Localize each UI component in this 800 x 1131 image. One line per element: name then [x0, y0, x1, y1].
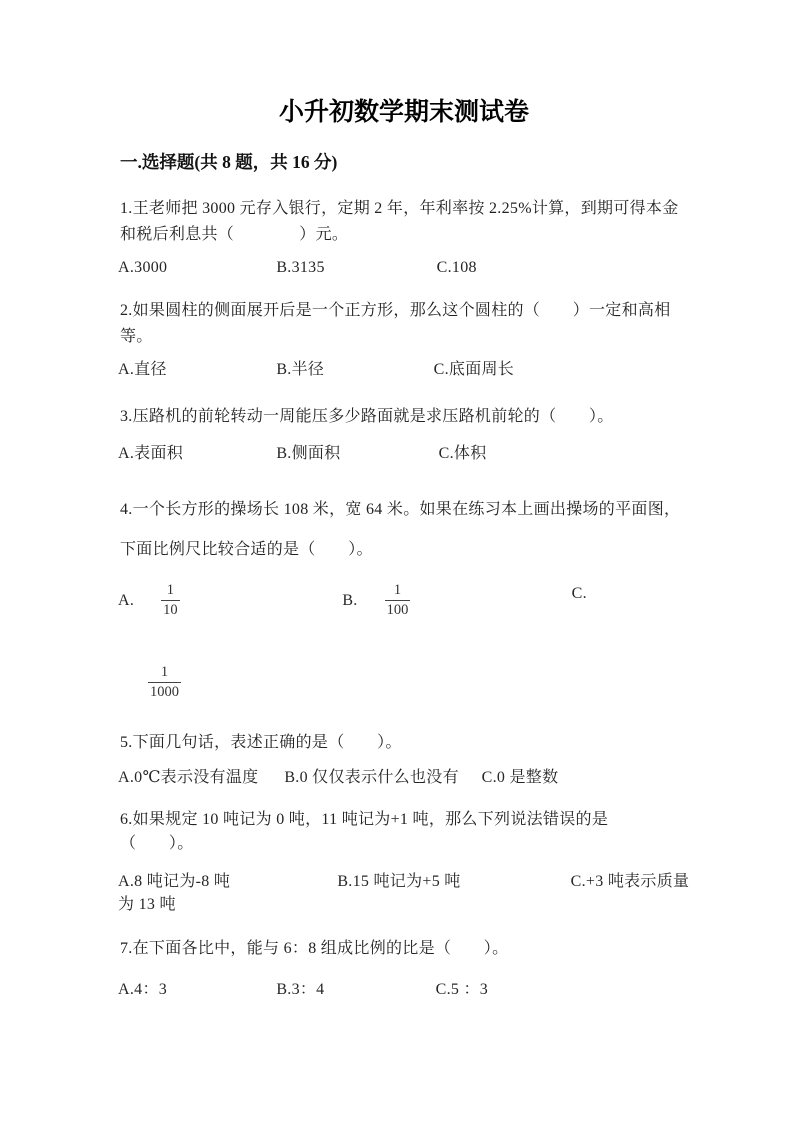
fraction-denominator: 100 [386, 602, 409, 619]
question-5 [118, 730, 690, 790]
option-a: A.直径 [118, 361, 167, 378]
option-a: A.表面积 [118, 445, 184, 462]
fraction-denominator: 1000 [150, 684, 179, 701]
question-7 [118, 936, 690, 1002]
option-c: C.+3 吨表示质量为 13 吨 [118, 872, 690, 913]
question-1-text [120, 196, 690, 248]
question-4-option-c-fraction-line [148, 664, 690, 704]
option-a: A.8 吨记为-8 吨 [118, 872, 231, 890]
fraction-denominator: 10 [163, 602, 178, 619]
option-label: C. [571, 585, 587, 602]
option-c: C.底面周长 [433, 361, 515, 378]
question-2-text [120, 298, 690, 350]
question-text-line: 2.如果圆柱的侧面展开后是一个正方形，那么这个圆柱的（ ）一定和高相 [120, 302, 671, 319]
question-text-line: 7.在下面各比中，能与 6：8 组成比例的比是（ ）。 [120, 939, 509, 957]
option-a [118, 582, 338, 620]
question-text-line: 6.如果规定 10 吨记为 0 吨，11 吨记为+1 吨，那么下列说法错误的是 [120, 810, 609, 828]
question-3 [118, 404, 690, 466]
page-title: 小升初数学期末测试卷 [278, 99, 529, 126]
option-b [342, 582, 567, 620]
option-b: B.侧面积 [276, 445, 341, 462]
fraction-numerator: 1 [385, 582, 411, 601]
option-b: B.半径 [276, 361, 325, 378]
fraction-one-hundredth [385, 582, 411, 620]
option-c [572, 582, 587, 606]
option-b: B.3135 [276, 259, 325, 276]
question-1 [118, 196, 690, 280]
question-text-line: 1.王老师把 3000 元存入银行，定期 2 年，年利率按 2.25%计算，到期可得本金 [120, 200, 679, 217]
question-6 [118, 808, 690, 916]
fraction-one-thousandth [148, 664, 181, 702]
question-2 [118, 298, 690, 382]
question-text-line: 5.下面几句话，表述正确的是（ ）。 [120, 733, 402, 751]
question-6-text [120, 808, 690, 856]
option-b: B.3：4 [276, 980, 325, 998]
question-3-options [118, 442, 690, 466]
question-text-line: 下面比例尺比较合适的是（ ）。 [120, 541, 373, 558]
option-a: A.3000 [118, 259, 168, 276]
option-b: B.15 吨记为+5 吨 [337, 872, 461, 890]
question-1-options [118, 256, 690, 280]
question-6-options [118, 870, 690, 916]
fraction-one-tenth [161, 582, 180, 620]
question-text-line: 4.一个长方形的操场长 108 米，宽 64 米。如果在练习本上画出操场的平面图， [120, 501, 681, 518]
question-7-text [120, 936, 690, 962]
question-text-line: 和税后利息共（ ）元。 [120, 226, 349, 243]
question-2-options [118, 358, 690, 382]
fraction-numerator: 1 [161, 582, 180, 601]
question-text-line: 3.压路机的前轮转动一周能压多少路面就是求压路机前轮的（ ）。 [120, 408, 614, 425]
option-c: C.体积 [438, 445, 487, 462]
question-4 [118, 490, 690, 704]
question-text-line: （ ）。 [120, 834, 194, 852]
question-5-options [118, 766, 690, 790]
option-a: A.4：3 [118, 980, 168, 998]
option-c: C.0 是整数 [481, 768, 559, 786]
question-4-text [120, 490, 690, 570]
question-text-line: 等。 [120, 328, 153, 345]
question-4-options [118, 582, 690, 620]
option-label: A. [118, 591, 135, 609]
option-a: A.0℃表示没有温度 [118, 768, 259, 786]
option-c: C.108 [436, 259, 477, 276]
question-7-options [118, 978, 690, 1002]
fraction-numerator: 1 [148, 664, 181, 683]
option-label: B. [342, 591, 358, 609]
question-3-text [120, 404, 690, 430]
question-5-text [120, 730, 690, 756]
option-b: B.0 仅仅表示什么也没有 [284, 768, 459, 786]
section-heading: 一.选择题(共 8 题，共 16 分) [120, 152, 338, 172]
option-c: C.5 ：3 [435, 980, 489, 998]
